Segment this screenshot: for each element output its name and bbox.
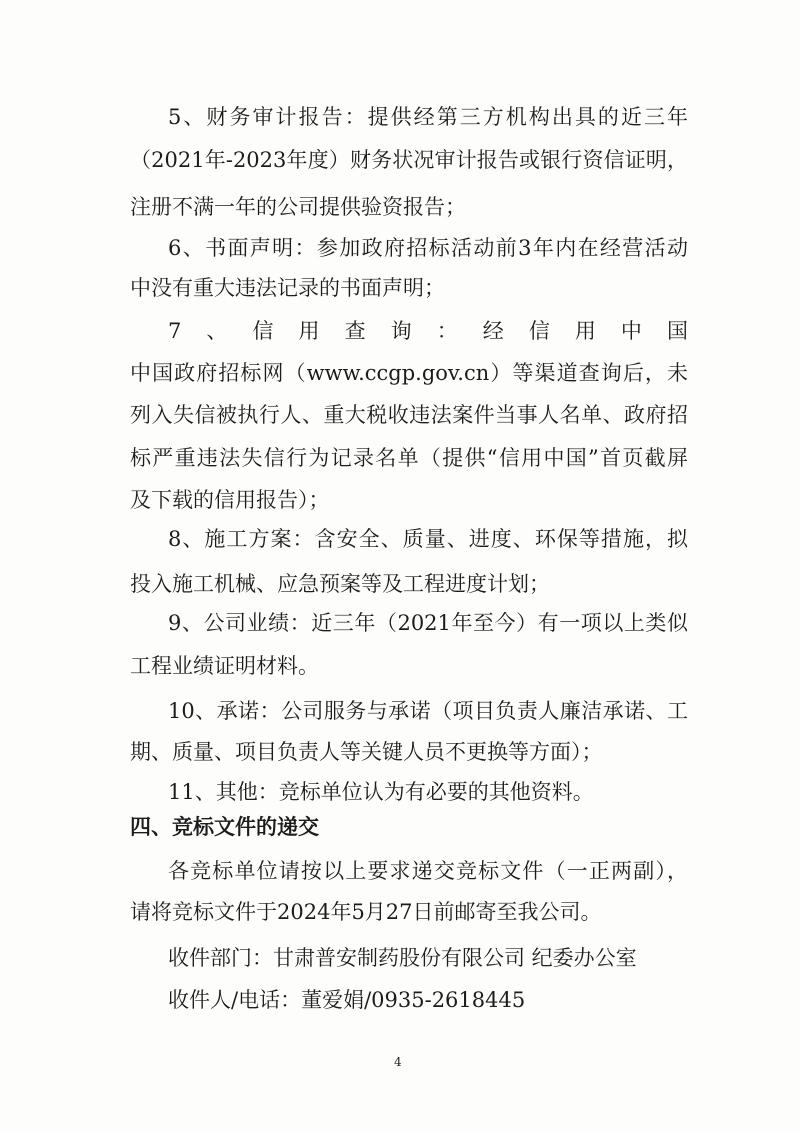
text-line: 及下载的信用报告）； (130, 488, 330, 512)
text-line: 投入施工机械、应急预案等及工程进度计划； (130, 572, 550, 596)
text-line: 注册不满一年的公司提供验资报告； (130, 195, 466, 219)
text-line: （2021年-2023年度）财务状况审计报告或银行资信证明， (130, 148, 688, 172)
text-line: 各竞标单位请按以上要求递交竞标文件（一正两副）， (168, 859, 688, 883)
section-heading: 四、竞标文件的递交 (130, 814, 319, 839)
text-line: 收件人/电话：董爱娟/0935-2618445 (168, 988, 526, 1012)
text-line: 8、施工方案：含安全、质量、进度、环保等措施，拟 (168, 527, 688, 551)
text-line: 期、质量、项目负责人等关键人员不更换等方面）； (130, 740, 603, 764)
text-line: 5、财务审计报告：提供经第三方机构出具的近三年 (168, 105, 688, 129)
text-line: 7、信用查询：经信用中国 (168, 319, 688, 343)
page-number: 4 (394, 1055, 402, 1069)
text-line: 中国政府招标网（www.ccgp.gov.cn）等渠道查询后，未 (130, 361, 688, 385)
text-line: 标严重违法失信行为记录名单（提供“信用中国”首页截屏 (130, 446, 688, 470)
text-line: 中没有重大违法记录的书面声明； (130, 276, 445, 300)
text-line: 11、其他：竞标单位认为有必要的其他资料。 (168, 780, 594, 804)
text-line: 6、书面声明：参加政府招标活动前3年内在经营活动 (168, 236, 688, 260)
text-line: 列入失信被执行人、重大税收违法案件当事人名单、政府招 (130, 403, 688, 427)
text-line: 9、公司业绩：近三年（2021年至今）有一项以上类似 (168, 611, 688, 635)
text-line: 工程业绩证明材料。 (130, 654, 319, 678)
text-line: 请将竞标文件于2024年5月27日前邮寄至我公司。 (130, 900, 602, 924)
text-line: 10、承诺：公司服务与承诺（项目负责人廉洁承诺、工 (168, 699, 688, 723)
text-line: 收件部门：甘肃普安制药股份有限公司 纪委办公室 (168, 946, 637, 970)
